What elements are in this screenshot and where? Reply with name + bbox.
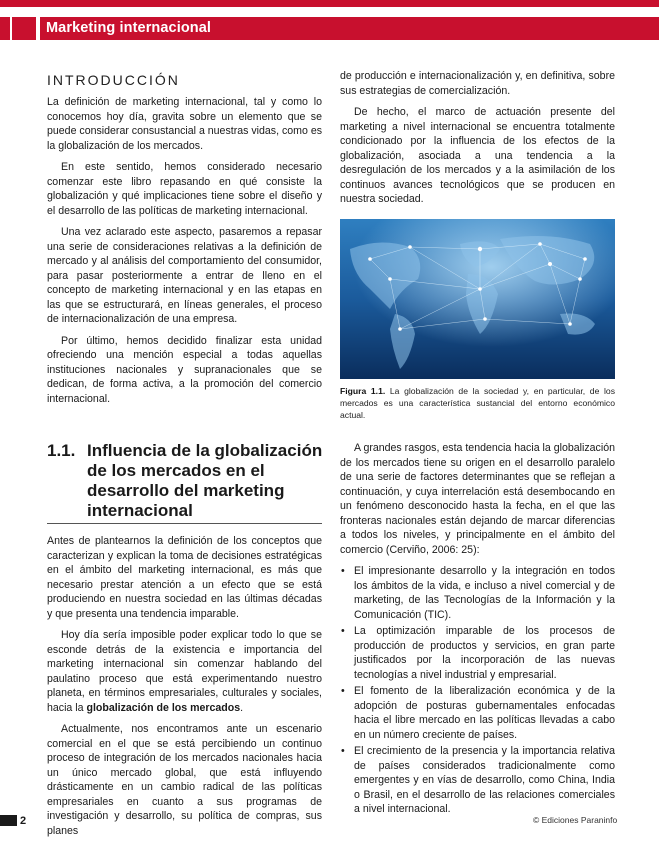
top-accent-bar <box>0 0 659 7</box>
page-number-marker <box>0 815 17 826</box>
section-number: 1.1. <box>47 441 76 460</box>
body-paragraph <box>47 628 322 715</box>
right-body-column <box>340 441 615 819</box>
right-top-column <box>340 69 615 214</box>
left-body-column <box>47 534 322 845</box>
intro-column <box>47 95 322 413</box>
section-divider <box>47 523 322 524</box>
running-header-title: Marketing internacional <box>46 20 212 36</box>
publisher-credit: © Ediciones Paraninfo <box>533 815 618 825</box>
body-paragraph: Antes de plantearnos la definición de los conceptos que caracterizan y explican la toma de decisiones estratégicas en el ámbito del marketing internacional, es más que necesario prestar atención a un efecto que se está produciendo en nuestra sociedad en las últimas décadas y que presenta una tendencia imparable. <box>47 535 322 620</box>
intro-paragraph: La definición de marketing internacional, tal y como lo conocemos hoy día, gravita sobre un elemento que se puede considerar consustancial a nuestras vidas, como es la globalización de los mercados. <box>47 96 323 152</box>
figure-label: Figura 1.1. <box>340 386 386 396</box>
header-accent-block <box>0 17 10 40</box>
intro-paragraph: En este sentido, hemos considerado necesario comenzar este libro repasando en qué consiste la globalización y qué implicaciones tiene sobre el diseño y el desarrollo de las políticas de marketing internacional. <box>47 161 322 217</box>
figure-caption <box>340 386 615 421</box>
list-item: • El fomento de la liberalización económica y de la adopción de posturas gubernamentales enfocadas hacia el libre mercado en las políticas llevadas a cabo en un número creciente de países. <box>354 684 615 742</box>
list-item: • El impresionante desarrollo y la integración en todos los ámbitos de la vida, e incluso a nivel comercial y de marketing, de las Tecnologías de la Información y la Comunicación (TIC). <box>354 564 615 622</box>
figure-world-map-network <box>340 219 615 379</box>
factors-list <box>340 564 615 817</box>
page-number: 2 <box>20 815 27 827</box>
list-item: • El crecimiento de la presencia y la importancia relativa de países considerados tradicionalmente como emergentes y en vías de desarrollo, como China, India o Brasil, en el desarrollo de las relaciones comerciales a nivel internacional. <box>354 744 615 817</box>
header-accent-square <box>12 17 36 40</box>
body-bold-term: globalización de los mercados <box>86 701 241 714</box>
body-paragraph: A grandes rasgos, esta tendencia hacia la globalización de los mercados tiene su origen en el desarrollo paralelo de una serie de factores determinantes que se reflejan a continuación, y cuya interrelación está desembocando en un fenómeno desconocido hasta la fecha, en el que las fronteras nacionales están dejando de marcar diferencias a todos los niveles, y principalmente en el ámbito del comercio (Cerviño, 2006: 25): <box>340 442 615 556</box>
body-paragraph: Actualmente, nos encontramos ante un escenario comercial en el que se está percibiendo un continuo proceso de integración de los mercados nacionales hacia un único mercado global, que está influyendo drásticamente en un cambio radical de las políticas empresariales en cuanto a sus programas de investigación y desarrollo, su política de compras, sus planes <box>47 723 322 837</box>
intro-paragraph: Una vez aclarado este aspecto, pasaremos a repasar una serie de consideraciones relativas a la definición de mercado y al análisis del comportamiento del consumidor, para pasar posteriormente a entrar de lleno en el concepto de marketing internacional y en las etapas en las que se estructurará, en líneas generales, el proceso de internacionalización de una empresa. <box>47 226 322 325</box>
world-network-image <box>340 219 615 379</box>
section-title: Influencia de la globalización de los mercados en el desarrollo del marketing internacional <box>87 441 323 520</box>
paragraph: De hecho, el marco de actuación presente del marketing a nivel internacional se encuentra totalmente condicionado por la influencia de los efectos de la globalización, asociada a una tendencia a la desregulación de los mercados y a la asimilación de los continuos avances tecnológicos que se producen en nuestra sociedad. <box>340 106 615 205</box>
continued-paragraph: de producción e internacionalización y, en definitiva, sobre sus estrategias de comercialización. <box>340 70 615 97</box>
body-text: Hoy día sería imposible poder explicar todo lo que se esconde detrás de la existencia e importancia del marketing internacional sin comenzar hablando del paulatino proceso que está experimentando nuestro planeta, en términos empresariales, culturales y sociales, hacia la <box>47 629 322 714</box>
body-text: . <box>240 701 244 714</box>
intro-heading: INTRODUCCIÓN <box>47 72 180 88</box>
figure-caption-text: La globalización de la sociedad y, en particular, de los mercados es una característica sustancial del entorno económico actual. <box>340 386 615 420</box>
list-item: • La optimización imparable de los procesos de producción de productos y servicios, en gran parte justificados por la incorporación de las nuevas tecnologías a nivel industrial y empresarial. <box>354 624 615 682</box>
intro-paragraph: Por último, hemos decidido finalizar esta unidad ofreciendo una mención especial a todas aquellas instituciones nacionales y supranacionales que se dedican, de forma activa, a la promoción del comercio internacional. <box>47 334 322 405</box>
